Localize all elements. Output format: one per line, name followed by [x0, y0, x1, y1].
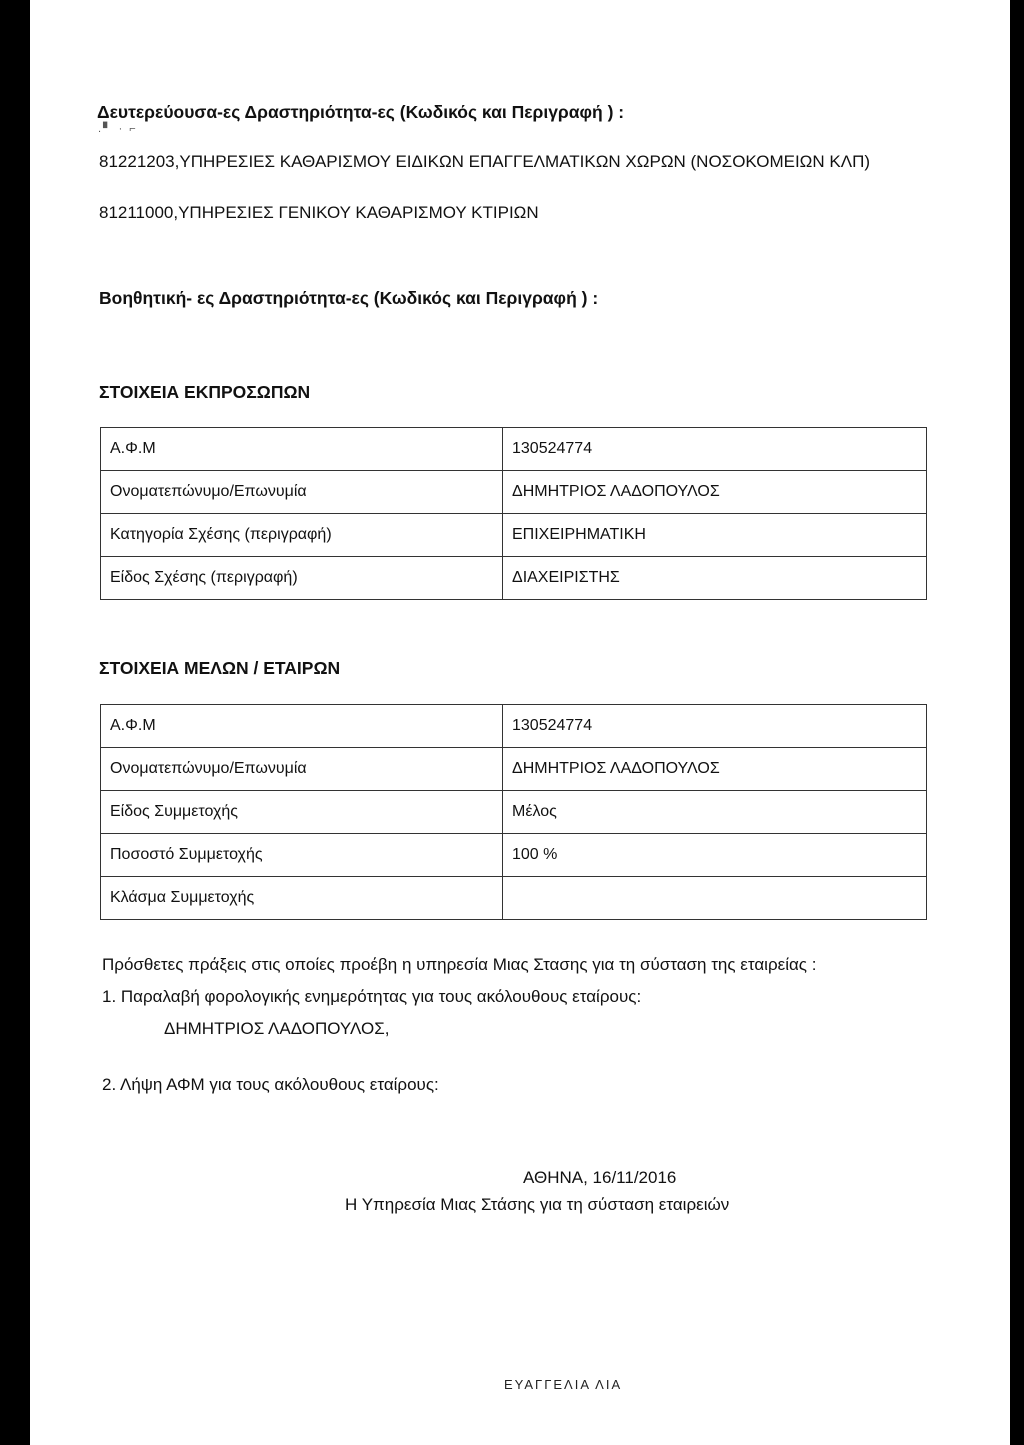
table-key: Α.Φ.Μ [101, 428, 503, 471]
table-row [101, 748, 927, 791]
table-key: Ονοματεπώνυμο/Επωνυμία [101, 471, 503, 514]
table-value: 130524774 [503, 428, 927, 471]
table-row [101, 514, 927, 557]
table-row [101, 471, 927, 514]
stamp-text: ΕΥΑΓΓΕΛΙΑ ΛΙΑ [504, 1377, 623, 1392]
table-value: 130524774 [503, 705, 927, 748]
table-value [503, 877, 927, 920]
table-row [101, 557, 927, 600]
table-row [101, 428, 927, 471]
members-table [100, 704, 927, 920]
additional-action-2: 2. Λήψη ΑΦΜ για τους ακόλουθους εταίρους: [102, 1075, 439, 1094]
table-key: Α.Φ.Μ [101, 705, 503, 748]
table-row [101, 791, 927, 834]
representatives-heading: ΣΤΟΙΧΕΙΑ ΕΚΠΡΟΣΩΠΩΝ [99, 382, 311, 402]
additional-actions-intro: Πρόσθετες πράξεις στις οποίες προέβη η υπηρεσία Μιας Στασης για τη σύσταση της εταιρείας : [102, 955, 817, 974]
scan-smudge: .▘ · ⌐ [98, 123, 138, 135]
document-page [30, 0, 1010, 1445]
auxiliary-activities-heading: Βοηθητική- ες Δραστηριότητα-ες (Κωδικός και Περιγραφή ) : [99, 288, 599, 308]
additional-action-1: 1. Παραλαβή φορολογικής ενημερότητας για τους ακόλουθους εταίρους: [102, 987, 642, 1006]
table-key: Ποσοστό Συμμετοχής [101, 834, 503, 877]
secondary-activity-1: 81221203,ΥΠΗΡΕΣΙΕΣ ΚΑΘΑΡΙΣΜΟΥ ΕΙΔΙΚΩΝ ΕΠΑΓΓΕΛΜΑΤΙΚΩΝ ΧΩΡΩΝ (ΝΟΣΟΚΟΜΕΙΩΝ ΚΛΠ) [99, 152, 871, 171]
table-key: Είδος Συμμετοχής [101, 791, 503, 834]
secondary-activity-2: 81211000,ΥΠΗΡΕΣΙΕΣ ΓΕΝΙΚΟΥ ΚΑΘΑΡΙΣΜΟΥ ΚΤΙΡΙΩΝ [99, 203, 539, 222]
table-value: ΔΙΑΧΕΙΡΙΣΤΗΣ [503, 557, 927, 600]
table-row [101, 834, 927, 877]
representatives-table [100, 427, 927, 600]
table-value: Μέλος [503, 791, 927, 834]
signature-office: Η Υπηρεσία Μιας Στάσης για τη σύσταση εταιρειών [345, 1195, 730, 1214]
secondary-activities-heading: Δευτερεύουσα-ες Δραστηριότητα-ες (Κωδικός και Περιγραφή ) : [97, 102, 625, 122]
additional-action-1-detail: ΔΗΜΗΤΡΙΟΣ ΛΑΔΟΠΟΥΛΟΣ, [164, 1019, 390, 1038]
table-value: ΔΗΜΗΤΡΙΟΣ ΛΑΔΟΠΟΥΛΟΣ [503, 471, 927, 514]
signature-place-date: ΑΘΗΝΑ, 16/11/2016 [523, 1168, 677, 1187]
table-key: Είδος Σχέσης (περιγραφή) [101, 557, 503, 600]
table-key: Κλάσμα Συμμετοχής [101, 877, 503, 920]
table-key: Κατηγορία Σχέσης (περιγραφή) [101, 514, 503, 557]
table-row [101, 877, 927, 920]
table-value: ΕΠΙΧΕΙΡΗΜΑΤΙΚΗ [503, 514, 927, 557]
members-heading: ΣΤΟΙΧΕΙΑ ΜΕΛΩΝ / ΕΤΑΙΡΩΝ [99, 658, 341, 678]
table-value: 100 % [503, 834, 927, 877]
table-key: Ονοματεπώνυμο/Επωνυμία [101, 748, 503, 791]
table-row [101, 705, 927, 748]
table-value: ΔΗΜΗΤΡΙΟΣ ΛΑΔΟΠΟΥΛΟΣ [503, 748, 927, 791]
